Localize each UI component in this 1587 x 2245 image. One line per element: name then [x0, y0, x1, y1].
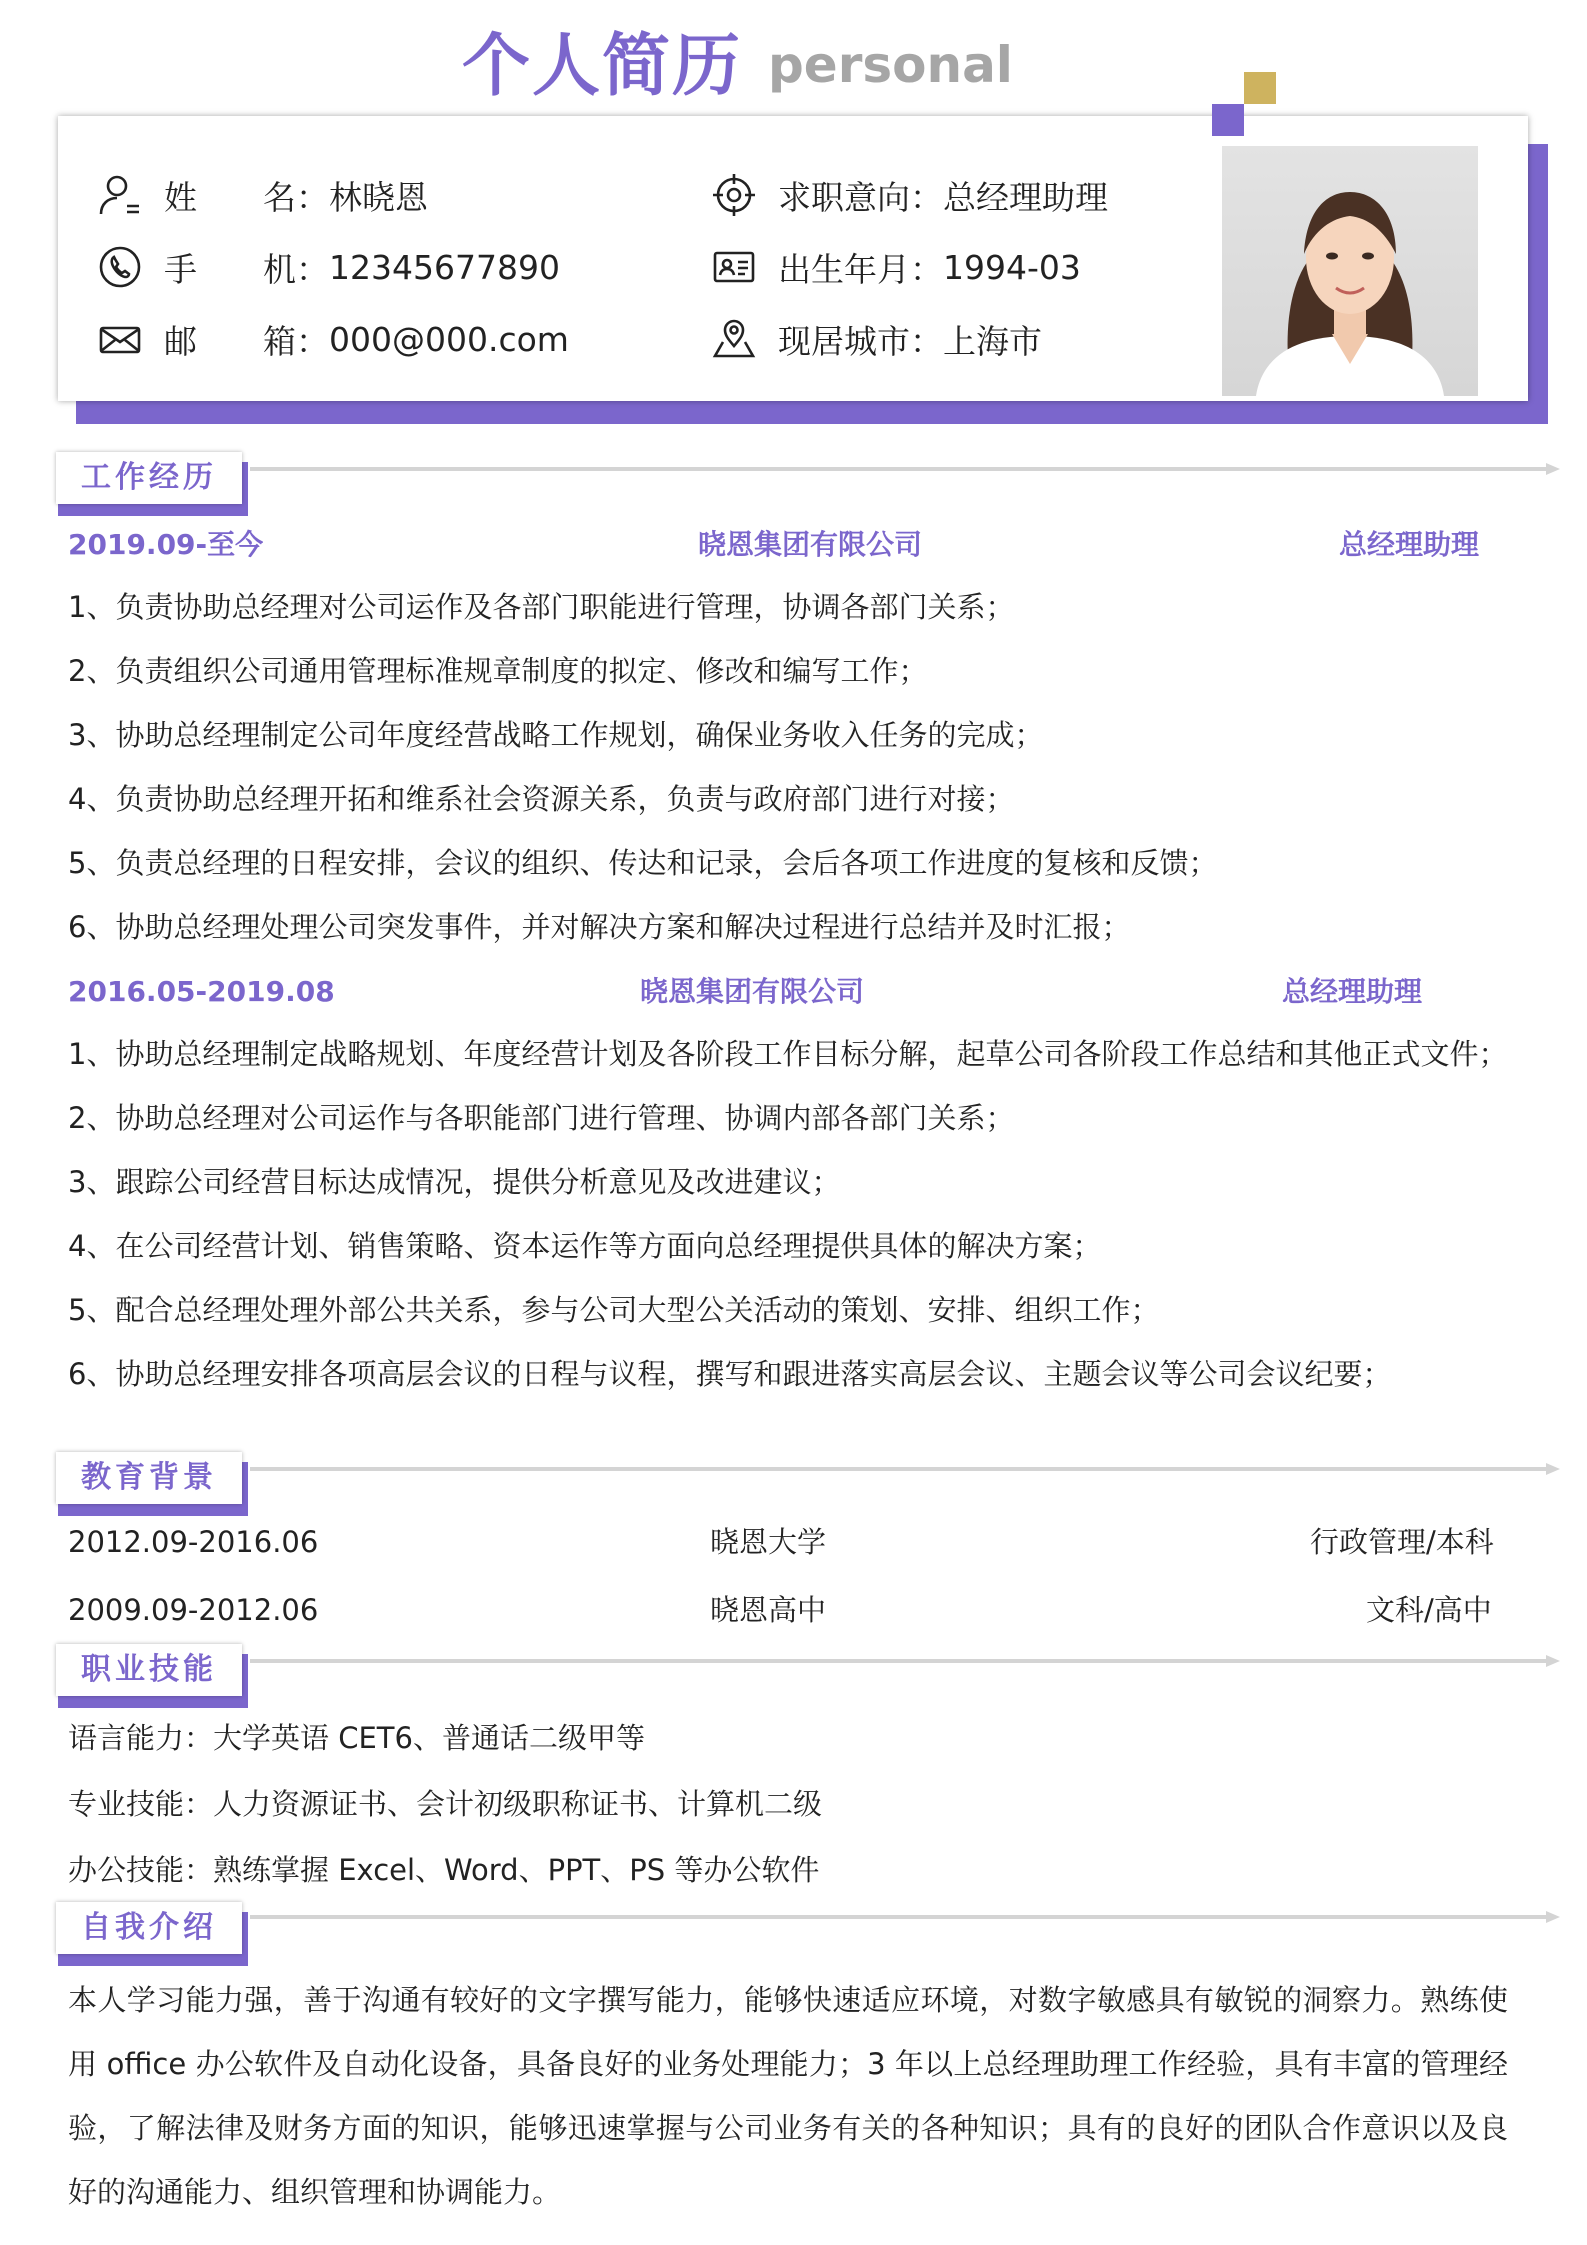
- job2-duty: 6、协助总经理安排各项高层会议的日程与议程，撰写和跟进落实高层会议、主题会议等公司会议纪要；: [68, 1357, 1392, 1391]
- info-left: [96, 160, 569, 374]
- edu2-period: 2009.09-2012.06: [68, 1593, 319, 1627]
- info-objective: [710, 160, 1108, 230]
- objective-value: 总经理助理: [943, 177, 1108, 217]
- city-label: 现居城市：: [778, 321, 943, 361]
- phone-label: 手 机：: [164, 249, 329, 289]
- section-divider: [250, 467, 1548, 471]
- phone-value: 12345677890: [329, 247, 560, 287]
- job2-company: 晓恩集团有限公司: [640, 975, 865, 1008]
- profile-photo: [1222, 146, 1478, 396]
- job1-duty: 6、协助总经理处理公司突发事件，并对解决方案和解决过程进行总结并及时汇报；: [68, 910, 1131, 944]
- id-card-icon: [710, 243, 758, 291]
- edu1-major: 行政管理/本科: [1310, 1525, 1494, 1559]
- decor-square-gold: [1244, 72, 1276, 104]
- info-email: [96, 304, 569, 374]
- job1-duty: 1、负责协助总经理对公司运作及各部门职能进行管理，协调各部门关系；: [68, 590, 1015, 624]
- job1-duty: 2、负责组织公司通用管理标准规章制度的拟定、修改和编写工作；: [68, 654, 928, 688]
- email-value: 000@000.com: [329, 319, 569, 359]
- section-title-intro: 自我介绍: [56, 1902, 242, 1954]
- job2-duty: 1、协助总经理制定战略规划、年度经营计划及各阶段工作目标分解，起草公司各阶段工作总结和其他正式文件；: [68, 1037, 1508, 1071]
- info-birth: [710, 232, 1108, 302]
- name-label: 姓 名：: [164, 177, 329, 217]
- section-divider-arrow: [1546, 1463, 1560, 1475]
- resume-title-en: personal: [768, 36, 1013, 94]
- info-right: [710, 160, 1108, 374]
- section-divider-arrow: [1546, 1911, 1560, 1923]
- name-value: 林晓恩: [329, 177, 428, 217]
- info-city: [710, 304, 1108, 374]
- info-name: [96, 160, 569, 230]
- edu1-school: 晓恩大学: [710, 1525, 827, 1559]
- job1-duty: 4、负责协助总经理开拓和维系社会资源关系，负责与政府部门进行对接；: [68, 782, 1015, 816]
- section-divider: [250, 1467, 1548, 1471]
- job1-company: 晓恩集团有限公司: [698, 528, 923, 561]
- job1-period: 2019.09-至今: [68, 528, 264, 561]
- objective-label: 求职意向：: [778, 177, 943, 217]
- email-label: 邮 箱：: [164, 321, 329, 361]
- section-title-education: 教育背景: [56, 1452, 242, 1504]
- birth-label: 出生年月：: [778, 249, 943, 289]
- job2-position: 总经理助理: [1282, 975, 1423, 1008]
- target-icon: [710, 171, 758, 219]
- section-title-skills: 职业技能: [56, 1644, 242, 1696]
- edu2-school: 晓恩高中: [710, 1593, 827, 1627]
- job2-duty: 3、跟踪公司经营目标达成情况，提供分析意见及改进建议；: [68, 1165, 841, 1199]
- edu2-major: 文科/高中: [1366, 1593, 1492, 1627]
- skill-item: 语言能力：大学英语 CET6、普通话二级甲等: [68, 1721, 645, 1755]
- job2-duty: 4、在公司经营计划、销售策略、资本运作等方面向总经理提供具体的解决方案；: [68, 1229, 1102, 1263]
- info-phone: [96, 232, 569, 302]
- job1-duty: 5、负责总经理的日程安排，会议的组织、传达和记录，会后各项工作进度的复核和反馈；: [68, 846, 1218, 880]
- mail-icon: [96, 315, 144, 363]
- edu1-period: 2012.09-2016.06: [68, 1525, 319, 1559]
- job2-period: 2016.05-2019.08: [68, 975, 335, 1008]
- city-value: 上海市: [943, 321, 1042, 361]
- section-divider-arrow: [1546, 1655, 1560, 1667]
- section-divider-arrow: [1546, 463, 1560, 475]
- intro-paragraph: 本人学习能力强，善于沟通有较好的文字撰写能力，能够快速适应环境，对数字敏感具有敏锐的洞察力。熟练使用 office 办公软件及自动化设备，具备良好的业务处理能力；3 年以上总经理助理工作经验，具有丰富的管理经验，了解法律及财务方面的知识，能够迅速掌握与公司业务有关的各种知识；具有的良好的团队合作意识以及良好的沟通能力、组织管理和协调能力。: [68, 1983, 1508, 2209]
- job2-duty: 2、协助总经理对公司运作与各职能部门进行管理、协调内部各部门关系；: [68, 1101, 1015, 1135]
- resume-title: 个人简历: [462, 27, 743, 106]
- job1-duty: 3、协助总经理制定公司年度经营战略工作规划，确保业务收入任务的完成；: [68, 718, 1044, 752]
- job2-duty: 5、配合总经理处理外部公共关系，参与公司大型公关活动的策划、安排、组织工作；: [68, 1293, 1160, 1327]
- decor-square-purple: [1212, 104, 1244, 136]
- section-title-work: 工作经历: [56, 452, 242, 504]
- birth-value: 1994-03: [943, 247, 1081, 287]
- location-icon: [710, 315, 758, 363]
- section-divider: [250, 1659, 1548, 1663]
- skill-item: 办公技能：熟练掌握 Excel、Word、PPT、PS 等办公软件: [68, 1853, 820, 1887]
- user-icon: [96, 171, 144, 219]
- section-divider: [250, 1915, 1548, 1919]
- skill-item: 专业技能：人力资源证书、会计初级职称证书、计算机二级: [68, 1787, 823, 1821]
- job1-position: 总经理助理: [1339, 528, 1480, 561]
- phone-icon: [96, 243, 144, 291]
